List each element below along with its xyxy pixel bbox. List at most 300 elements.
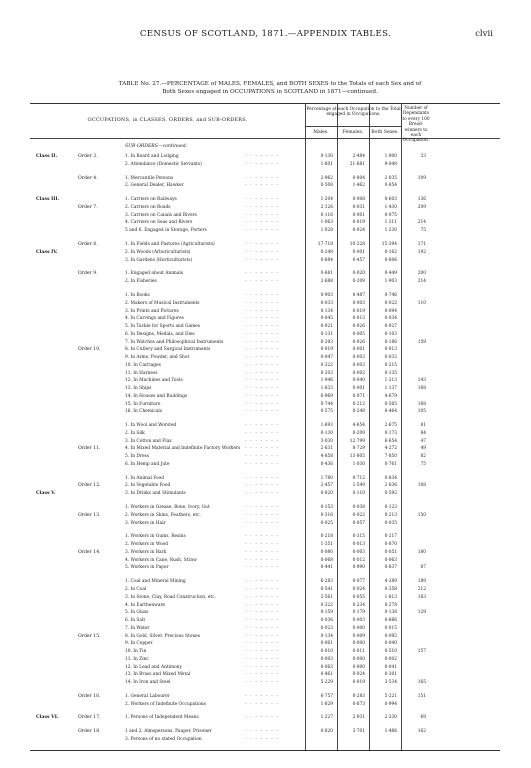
leader-dots: - - - - - - -	[245, 430, 280, 436]
both-sexes-value: 0·449	[384, 271, 397, 277]
suborder-label: 1. In Fields and Pastures (Agriculturists)	[125, 242, 215, 248]
females-value: 0·019	[352, 680, 365, 685]
dependants-value: 75	[420, 228, 426, 234]
suborder-label: 1 and 2. Almspersons, Pauper, Prisoner	[125, 729, 212, 735]
both-sexes-value: 0·637	[384, 565, 397, 571]
females-value: 0·071	[352, 393, 365, 399]
males-value: 0·153	[320, 505, 333, 511]
suborder-label: 13. In Brass and Mixed Metal	[125, 672, 191, 678]
females-value: 1·549	[352, 483, 365, 489]
leader-dots: - - - - - - -	[245, 183, 280, 189]
leader-dots: - - - - - - -	[245, 618, 280, 623]
males-value: 0·681	[320, 271, 333, 277]
males-value: 1·601	[320, 161, 333, 167]
males-value: 0·061	[320, 641, 333, 647]
leader-dots: - - - - - - -	[245, 491, 280, 497]
males-header: Males.	[313, 130, 329, 135]
leader-dots: - - - - - - -	[245, 197, 280, 203]
suborder-label: 5. In Tackle for Sports and Games	[125, 324, 200, 329]
suborder-label: 13. In Ships	[125, 386, 152, 391]
females-value: 0·077	[352, 579, 365, 585]
males-value: 0·820	[320, 491, 333, 497]
leader-dots: - - - - - - -	[245, 729, 280, 735]
both-sexes-value: 0·162	[384, 249, 397, 255]
females-value: 0·024	[352, 672, 365, 678]
females-value: 0·000	[352, 625, 365, 631]
suborder-label: 3. In Prints and Pictures	[125, 308, 179, 314]
leader-dots: - - - - - - -	[245, 331, 280, 337]
both-sexes-value: 0·746	[384, 293, 397, 298]
suborder-label: 2. Workers in Wood	[125, 542, 169, 548]
leader-dots: - - - - - - -	[245, 649, 280, 654]
males-value: 6·283	[320, 579, 333, 585]
males-value: 0·033	[320, 300, 333, 306]
dependants-value: 214	[417, 279, 426, 285]
males-value: 0·036	[320, 618, 333, 623]
males-value: 0·203	[320, 370, 333, 376]
females-value: 0·008	[352, 197, 365, 203]
dependants-value: 214	[417, 220, 426, 226]
both-sexes-value: 6·654	[384, 438, 397, 444]
both-sexes-value: 5·221	[384, 693, 397, 699]
males-value: 0·025	[320, 520, 333, 526]
dependants-value: 157	[417, 649, 426, 654]
suborder-label: 8. In Cutlery and Surgical Instruments	[125, 347, 211, 353]
suborder-label: 9. In Copper	[125, 641, 153, 647]
females-value: 0·002	[352, 370, 365, 376]
females-value: 0·110	[352, 491, 365, 497]
females-value: 0·001	[352, 347, 365, 353]
dependants-value: 212	[417, 587, 426, 592]
both-sexes-value: 2·675	[384, 423, 397, 429]
females-value: 0·209	[352, 279, 365, 285]
males-value: 1·063	[320, 220, 333, 226]
males-value: 0·684	[320, 257, 333, 263]
suborder-label: 5. Workers in Paper	[125, 565, 169, 571]
males-value: 0·461	[320, 672, 333, 678]
suborder-label: 1. Persons of Independent Means	[125, 715, 199, 721]
leader-dots: - - - - - - -	[245, 393, 280, 399]
order-label: Order 12.	[78, 483, 101, 489]
both-sexes-value: 0·051	[384, 549, 397, 555]
males-value: 0·903	[320, 293, 333, 298]
males-value: 0·116	[320, 212, 333, 218]
females-value: 0·990	[352, 565, 365, 571]
class-label: Class III.	[36, 197, 60, 203]
suborder-label: 2. In Fisheries	[125, 279, 157, 285]
occupations-table	[30, 103, 500, 751]
leader-dots: - - - - - - -	[245, 386, 280, 391]
males-value: 0·436	[320, 461, 333, 467]
leader-dots: - - - - - - -	[245, 610, 280, 616]
order-label: Order 11.	[78, 446, 101, 452]
females-value: 1·030	[352, 461, 365, 467]
dependants-value: 143	[417, 378, 426, 384]
suborder-label: 16. In Chemicals	[125, 409, 163, 415]
females-value: 0·013	[352, 316, 365, 322]
males-value: 1·028	[320, 228, 333, 234]
females-value: 0·804	[352, 175, 365, 181]
dependants-value: 108	[417, 483, 426, 489]
header-rule	[305, 126, 401, 127]
both-sexes-value: 0·015	[384, 625, 397, 631]
both-sexes-value: 0·034	[384, 316, 397, 322]
suborder-label: 14. In Houses and Buildings	[125, 393, 188, 399]
dependants-value: 49	[420, 446, 426, 452]
both-sexes-value: 1·613	[384, 594, 397, 600]
suborder-label: 4. In Mixed Material and Indefinite Factory Workers	[125, 446, 241, 452]
females-value: 13·805	[349, 454, 365, 460]
males-value: 0·620	[320, 729, 333, 735]
females-value: 0·003	[352, 549, 365, 555]
males-value: 0·575	[320, 409, 333, 415]
both-sexes-value: 0·186	[384, 339, 397, 345]
males-value: 0·131	[320, 331, 333, 337]
males-value: 0·293	[320, 339, 333, 345]
females-value: 0·031	[352, 204, 365, 210]
suborder-label: 3. In Gardens (Horticulturists)	[125, 257, 193, 263]
both-sexes-value: 0·994	[384, 701, 397, 707]
females-value: 0·013	[352, 542, 365, 548]
leader-dots: - - - - - - -	[245, 680, 280, 685]
both-sexes-value: 0·013	[384, 347, 397, 353]
leader-dots: - - - - - - -	[245, 483, 280, 489]
suborder-label: 1. Carriers on Railways	[125, 197, 177, 203]
suborder-label: 3. Persons of no stated Occupation	[125, 737, 202, 743]
both-sexes-value: 0·075	[384, 212, 397, 218]
leader-dots: - - - - - - -	[245, 154, 280, 159]
page-number: clvii	[475, 29, 493, 39]
females-value: 0·019	[352, 220, 365, 226]
leader-dots: - - - - - - -	[245, 461, 280, 467]
dependants-value: 84	[420, 430, 426, 436]
females-value: 0·026	[352, 324, 365, 329]
females-value: 0·248	[352, 409, 365, 415]
both-sexes-value: 0·092	[384, 633, 397, 639]
suborder-label: 2. In Vegetable Food	[125, 483, 171, 489]
males-value: 0·134	[320, 633, 333, 639]
dependants-value: 159	[417, 339, 426, 345]
females-value: 0·000	[352, 664, 365, 670]
females-value: 10·228	[349, 242, 365, 248]
dependants-value: 183	[417, 594, 426, 600]
order-label: Order 15.	[78, 633, 101, 639]
males-value: 6·757	[320, 693, 333, 699]
suborder-label: 2. In Silk	[125, 430, 145, 436]
females-value: 0·283	[352, 693, 365, 699]
males-value: 0·508	[320, 183, 333, 189]
class-label: Class VI.	[36, 715, 59, 721]
leader-dots: - - - - - - -	[245, 271, 280, 277]
leader-dots: - - - - - - -	[245, 249, 280, 255]
dependants-value: 168	[417, 401, 426, 407]
leader-dots: - - - - - - -	[245, 423, 280, 429]
leader-dots: - - - - - - -	[245, 378, 280, 384]
order-label: Order 8.	[78, 242, 98, 248]
leader-dots: - - - - - - -	[245, 204, 280, 210]
both-sexes-value: 1·903	[384, 279, 397, 285]
males-value: 0·744	[320, 401, 333, 407]
males-value: 0·080	[320, 549, 333, 555]
suborder-label: 1. Coal and Mineral Mining	[125, 579, 186, 585]
class-label: Class V.	[36, 491, 56, 497]
females-value: 0·022	[352, 512, 365, 518]
both-sexes-value: 0·040	[384, 641, 397, 647]
both-sexes-value: 0·094	[384, 308, 397, 314]
page-header	[0, 29, 531, 41]
males-value: 17·718	[317, 242, 333, 248]
dependants-value: 151	[417, 693, 426, 699]
caption-line-1: TABLE No. 27.—PERCENTAGE of MALES, FEMALES, and BOTH SEXES to the Totals of each Sex and of	[118, 81, 422, 87]
males-value: 0·218	[320, 534, 333, 540]
leader-dots: - - - - - - -	[245, 308, 280, 314]
both-sexes-value: 0·138	[384, 610, 397, 616]
females-value: 0·055	[352, 594, 365, 600]
suborder-label: 1. General Labourer	[125, 693, 170, 699]
order-label: Order 18.	[78, 729, 101, 735]
suborder-label: 4. In Carvings and Figures	[125, 316, 184, 322]
females-value: 0·212	[352, 401, 365, 407]
both-sexes-value: 0·027	[384, 324, 397, 329]
males-value: 0·441	[320, 565, 333, 571]
leader-dots: - - - - - - -	[245, 446, 280, 452]
males-value: 0·322	[320, 362, 333, 368]
females-value: 0·020	[352, 271, 365, 277]
suborder-label: 1. In Books	[125, 293, 150, 298]
dependants-value: 180	[417, 549, 426, 555]
males-value: 2·631	[320, 446, 333, 452]
dependants-value: 129	[417, 610, 426, 616]
males-value: 6·969	[320, 393, 333, 399]
males-value: 0·134	[320, 308, 333, 314]
females-value: 0·179	[352, 610, 365, 616]
order-label: Order 7.	[78, 204, 98, 210]
both-sexes-value: 0·022	[384, 300, 397, 306]
males-value: 0·130	[320, 154, 333, 159]
both-sexes-value: 0·834	[384, 475, 397, 481]
leader-dots: - - - - - - -	[245, 641, 280, 647]
both-sexes-value: 1·313	[384, 378, 397, 384]
leader-dots: - - - - - - -	[245, 656, 280, 662]
both-sexes-value: 2·836	[384, 483, 397, 489]
leader-dots: - - - - - - -	[245, 257, 280, 263]
males-value: 4·858	[320, 454, 333, 460]
females-value: 0·038	[352, 505, 365, 511]
females-value: 0·040	[352, 378, 365, 384]
both-sexes-value: 0·301	[384, 672, 397, 678]
occupations-header: OCCUPATIONS, in CLASSES, ORDERS, and SUB-ORDERS.	[87, 117, 248, 123]
males-value: 0·003	[320, 656, 333, 662]
leader-dots: - - - - - - -	[245, 370, 280, 376]
leader-dots: - - - - - - -	[245, 693, 280, 699]
both-sexes-value: 1·311	[384, 220, 397, 226]
suborder-label: 1. In Wool and Worsted	[125, 423, 177, 429]
leader-dots: - - - - - - -	[245, 300, 280, 306]
both-sexes-value: 4·289	[384, 579, 397, 585]
suborder-label: 3. Workers in Bark	[125, 549, 167, 555]
suborder-label: 1. Workers in Grease, Bone, Ivory, Gut	[125, 505, 210, 511]
males-value: 1·780	[320, 475, 333, 481]
order-label: Order 17.	[78, 715, 101, 721]
both-sexes-value: 0·103	[384, 331, 397, 337]
suborder-label: 5. In Dress	[125, 454, 150, 460]
suborder-label: 8. In Gold, Silver, Precious Stones	[125, 633, 200, 639]
suborder-label: 2. Workers in Skins, Feathers, etc.	[125, 512, 201, 518]
suborder-label: 1. In Board and Lodging	[125, 154, 179, 159]
suborder-label: 4. In Earthenware	[125, 602, 166, 608]
suborder-label: 9. In Arms, Powder, and Shot	[125, 355, 190, 360]
suborder-label: 1. In Animal Food	[125, 475, 165, 481]
males-value: 0·045	[320, 316, 333, 322]
leader-dots: - - - - - - -	[245, 701, 280, 707]
both-sexes-value: 9·048	[384, 161, 397, 167]
order-label: Order 3.	[78, 154, 98, 159]
males-value: 0·063	[320, 664, 333, 670]
females-value: 0·019	[352, 308, 365, 314]
leader-dots: - - - - - - -	[245, 579, 280, 585]
dependants-value: 109	[417, 175, 426, 181]
females-value: 0·003	[352, 300, 365, 306]
dependants-value: 47	[420, 438, 426, 444]
table-caption	[30, 81, 510, 96]
both-sexes-value: 0·002	[384, 656, 397, 662]
both-sexes-value: 0·870	[384, 542, 397, 548]
dependants-value: 105	[417, 409, 426, 415]
leader-dots: - - - - - - -	[245, 715, 280, 721]
dependants-value: 189	[417, 579, 426, 585]
dependants-value: 162	[417, 729, 426, 735]
order-label: Order 4.	[78, 175, 98, 181]
suborder-label: 1. Workers in Gums, Resins	[125, 534, 186, 540]
females-value: 2·931	[352, 715, 365, 721]
suborder-label: 2. Carriers on Roads	[125, 204, 171, 210]
males-value: 1·227	[320, 715, 333, 721]
suborder-label: 4. Carriers on Seas and Rivers	[125, 220, 193, 226]
dependants-value: 69	[420, 715, 426, 721]
order-label: Order 13.	[78, 512, 101, 518]
suborder-label: 1. Mercantile Persons	[125, 175, 174, 181]
females-value: 1·462	[352, 183, 365, 189]
females-value: 0·487	[352, 293, 365, 298]
females-value: 0·009	[352, 633, 365, 639]
females-value: 0·011	[352, 649, 365, 654]
leader-dots: - - - - - - -	[245, 362, 280, 368]
females-value: 0·057	[352, 520, 365, 526]
males-value: 1·946	[320, 378, 333, 384]
males-value: 0·019	[320, 347, 333, 353]
suborder-label: 12. In Lead and Antimony	[125, 664, 182, 670]
leader-dots: - - - - - - -	[245, 475, 280, 481]
dependants-value: 200	[417, 271, 426, 277]
females-value: 21·681	[349, 161, 365, 167]
both-sexes-value: 0·358	[384, 587, 397, 592]
order-label: Order 14.	[78, 549, 101, 555]
suborder-label: 11. In Harness	[125, 370, 158, 376]
both-sexes-value: 0·173	[384, 430, 397, 436]
suborder-label: 1. Engaged about Animals	[125, 271, 183, 277]
females-value: 2·484	[352, 154, 365, 159]
females-value: 0·315	[352, 534, 365, 540]
dependants-value: 165	[417, 680, 426, 685]
females-value: 4·654	[352, 423, 365, 429]
both-sexes-value: 2·330	[384, 715, 397, 721]
leader-dots: - - - - - - -	[245, 565, 280, 571]
leader-dots: - - - - - - -	[245, 664, 280, 670]
females-value: 0·712	[352, 475, 365, 481]
both-sexes-value: 0·278	[384, 602, 397, 608]
females-value: 0·001	[352, 212, 365, 218]
suborder-label: 7. In Watches and Philosophical Instruments	[125, 339, 224, 345]
dependants-value: 33	[420, 154, 426, 159]
suborders-label: SUB-ORDERS—continued.	[125, 144, 188, 149]
males-value: 2·962	[320, 175, 333, 181]
leader-dots: - - - - - - -	[245, 672, 280, 678]
suborder-label: 3. Carriers on Canals and Rivers	[125, 212, 197, 218]
dependants-value: 136	[417, 197, 426, 203]
leader-dots: - - - - - - -	[245, 737, 280, 743]
both-sexes-value: 7·850	[384, 454, 397, 460]
females-value: 8·729	[352, 446, 365, 452]
dependants-value: 171	[417, 242, 426, 248]
suborder-label: 3. In Cotton and Flax	[125, 438, 172, 444]
dependants-value: 82	[420, 454, 426, 460]
both-sexes-value: 0·606	[384, 257, 397, 263]
both-sexes-value: 1·430	[384, 204, 397, 210]
both-sexes-value: 3·534	[384, 680, 397, 685]
dependants-value: 168	[417, 386, 426, 391]
females-value: 0·026	[352, 339, 365, 345]
suborder-label: 2. General Dealer, Hawker	[125, 183, 184, 189]
leader-dots: - - - - - - -	[245, 625, 280, 631]
both-sexes-value: 0·761	[384, 461, 397, 467]
females-value: 0·024	[352, 587, 365, 592]
dependants-value: 75	[420, 461, 426, 467]
females-value: 3·701	[352, 729, 365, 735]
both-sexes-value: 1·137	[384, 386, 397, 391]
leader-dots: - - - - - - -	[245, 339, 280, 345]
dependants-header: Number of Dependants to every 100 Bread-winners to each Occupation.	[402, 106, 430, 144]
leader-dots: - - - - - - -	[245, 520, 280, 526]
suborder-label: 2. Attendance (Domestic Servants)	[125, 161, 202, 167]
suborder-label: 4. Workers in Cane, Rush, Straw	[125, 557, 197, 563]
leader-dots: - - - - - - -	[245, 293, 280, 298]
suborder-label: 5 and 6. Engaged in Storage, Porters	[125, 228, 207, 234]
females-value: 12·799	[349, 438, 365, 444]
both-sexes-value: 0·123	[384, 505, 397, 511]
females-value: 0·024	[352, 228, 365, 234]
suborder-label: 11. In Zinc	[125, 656, 149, 662]
females-value: 0·003	[352, 618, 365, 623]
both-sexes-value: 0·592	[384, 491, 397, 497]
both-sexes-value: 0·666	[384, 618, 397, 623]
males-value: 3·030	[320, 438, 333, 444]
suborder-label: 2. In Woods (Arboriculturists)	[125, 249, 191, 255]
both-sexes-value: 2·035	[384, 175, 397, 181]
both-sexes-value: 0·033	[384, 355, 397, 360]
dependants-value: 81	[420, 423, 426, 429]
both-sexes-value: 0·135	[384, 370, 397, 376]
males-value: 0·130	[320, 430, 333, 436]
dependants-value: 87	[420, 565, 426, 571]
males-value: 0·541	[320, 587, 333, 592]
leader-dots: - - - - - - -	[245, 594, 280, 600]
both-sexes-value: 1·486	[384, 729, 397, 735]
suborder-label: 2. Makers of Musical Instruments	[125, 300, 200, 306]
males-value: 0·068	[320, 557, 333, 563]
both-sexes-value: 15·394	[381, 242, 397, 248]
leader-dots: - - - - - - -	[245, 633, 280, 639]
both-sexes-value: 4·272	[384, 446, 397, 452]
